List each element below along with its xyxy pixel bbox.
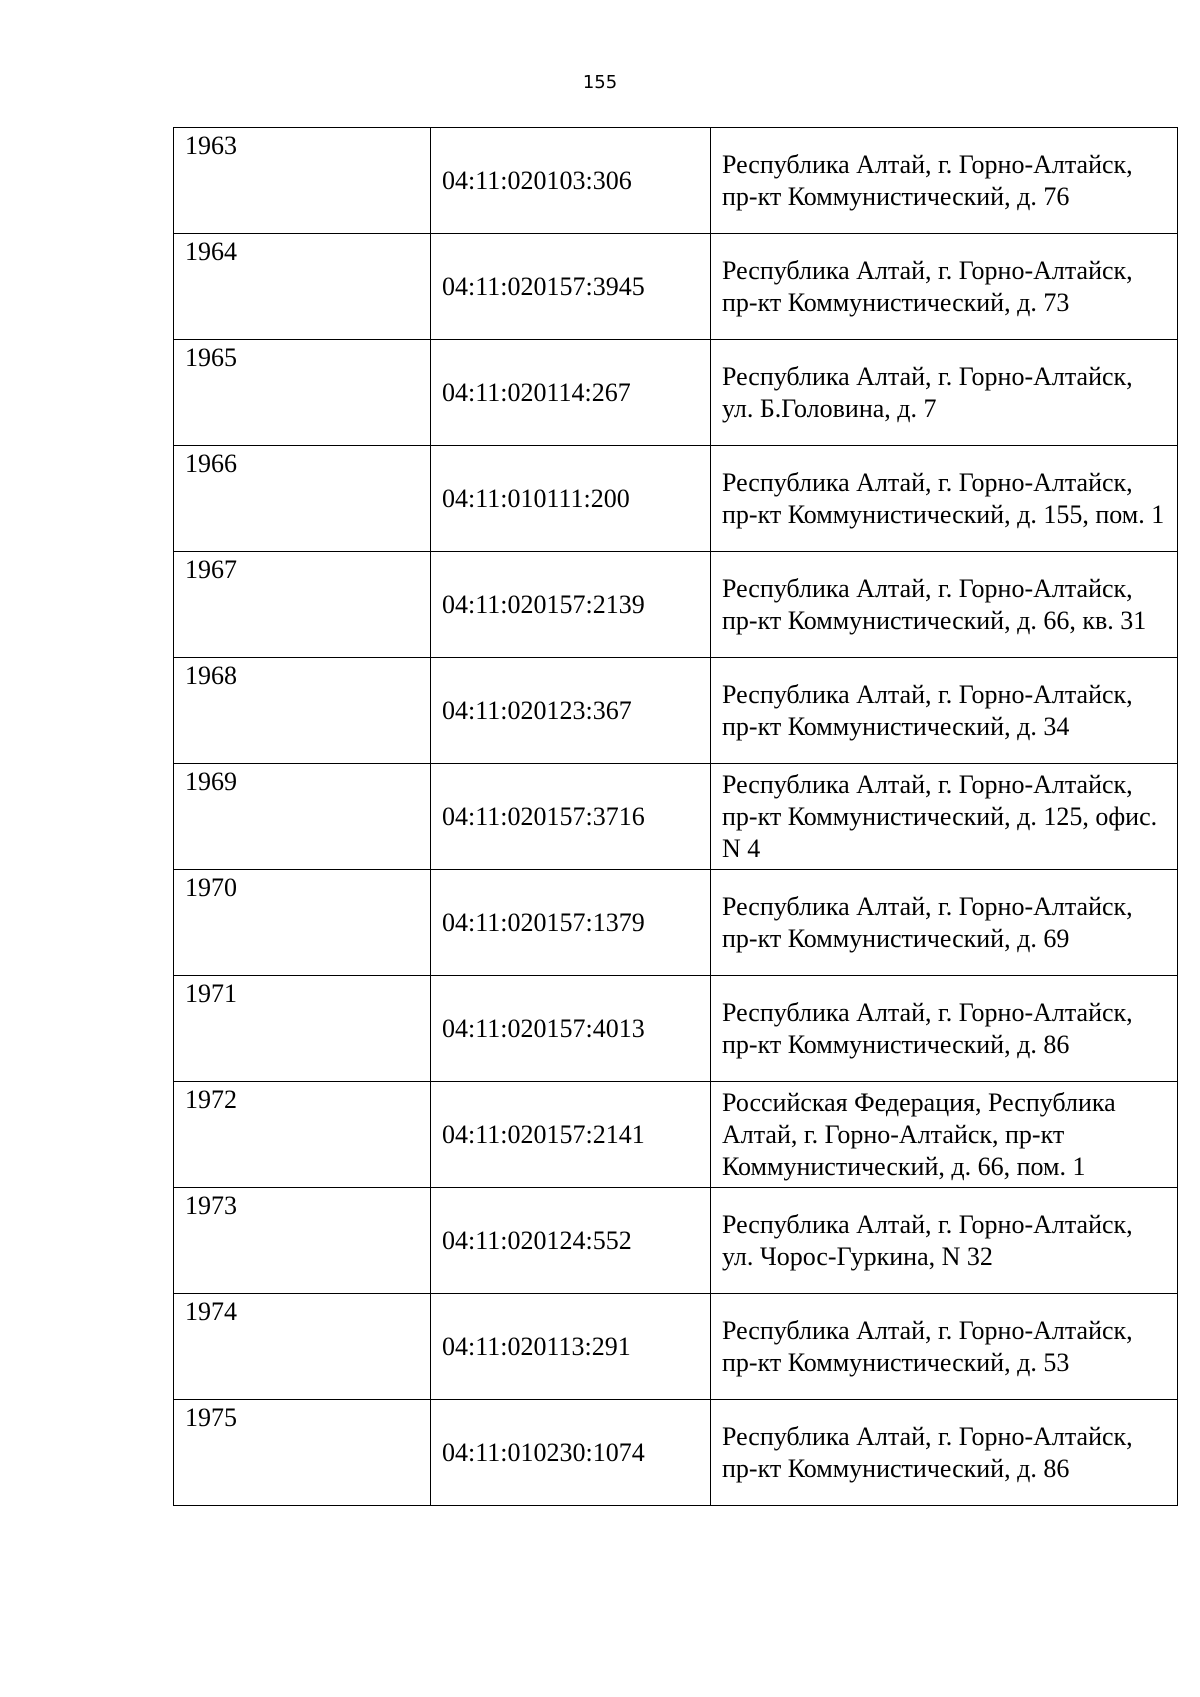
- property-address: Республика Алтай, г. Горно-Алтайск, пр-кт Коммунистический, д. 86: [711, 976, 1178, 1082]
- row-number: 1972: [174, 1082, 431, 1188]
- table-row: [174, 1188, 1178, 1294]
- table-row: [174, 1294, 1178, 1400]
- property-address: Республика Алтай, г. Горно-Алтайск, ул. Б.Головина, д. 7: [711, 340, 1178, 446]
- row-number: 1974: [174, 1294, 431, 1400]
- property-address: Республика Алтай, г. Горно-Алтайск, пр-кт Коммунистический, д. 69: [711, 870, 1178, 976]
- row-number: 1963: [174, 128, 431, 234]
- cadastral-number: 04:11:020157:2141: [431, 1082, 711, 1188]
- property-address: Республика Алтай, г. Горно-Алтайск, пр-кт Коммунистический, д. 86: [711, 1400, 1178, 1506]
- cadastral-number: 04:11:020124:552: [431, 1188, 711, 1294]
- cadastral-number: 04:11:010230:1074: [431, 1400, 711, 1506]
- property-registry-table: [173, 127, 1178, 1506]
- property-address: Республика Алтай, г. Горно-Алтайск, пр-кт Коммунистический, д. 66, кв. 31: [711, 552, 1178, 658]
- cadastral-number: 04:11:020157:4013: [431, 976, 711, 1082]
- cadastral-number: 04:11:020103:306: [431, 128, 711, 234]
- cadastral-number: 04:11:020114:267: [431, 340, 711, 446]
- table-row: [174, 870, 1178, 976]
- table-body: [174, 128, 1178, 1506]
- page-number: 155: [582, 72, 618, 93]
- property-address: Республика Алтай, г. Горно-Алтайск, ул. Чорос-Гуркина, N 32: [711, 1188, 1178, 1294]
- row-number: 1966: [174, 446, 431, 552]
- table-row: [174, 446, 1178, 552]
- property-address: Республика Алтай, г. Горно-Алтайск, пр-кт Коммунистический, д. 155, пом. 1: [711, 446, 1178, 552]
- cadastral-number: 04:11:020157:3716: [431, 764, 711, 870]
- row-number: 1967: [174, 552, 431, 658]
- cadastral-number: 04:11:020157:2139: [431, 552, 711, 658]
- table-row: [174, 340, 1178, 446]
- table-row: [174, 764, 1178, 870]
- property-address: Республика Алтай, г. Горно-Алтайск, пр-кт Коммунистический, д. 34: [711, 658, 1178, 764]
- row-number: 1964: [174, 234, 431, 340]
- table-row: [174, 552, 1178, 658]
- cadastral-number: 04:11:020123:367: [431, 658, 711, 764]
- property-address: Республика Алтай, г. Горно-Алтайск, пр-кт Коммунистический, д. 53: [711, 1294, 1178, 1400]
- row-number: 1969: [174, 764, 431, 870]
- table-row: [174, 234, 1178, 340]
- table-row: [174, 658, 1178, 764]
- cadastral-number: 04:11:020157:3945: [431, 234, 711, 340]
- row-number: 1975: [174, 1400, 431, 1506]
- row-number: 1968: [174, 658, 431, 764]
- property-address: Российская Федерация, Республика Алтай, г. Горно-Алтайск, пр-кт Коммунистический, д. 66, пом. 1: [711, 1082, 1178, 1188]
- table-row: [174, 1400, 1178, 1506]
- cadastral-number: 04:11:020157:1379: [431, 870, 711, 976]
- table-row: [174, 128, 1178, 234]
- property-address: Республика Алтай, г. Горно-Алтайск, пр-кт Коммунистический, д. 125, офис. N 4: [711, 764, 1178, 870]
- row-number: 1973: [174, 1188, 431, 1294]
- row-number: 1971: [174, 976, 431, 1082]
- table-row: [174, 1082, 1178, 1188]
- cadastral-number: 04:11:010111:200: [431, 446, 711, 552]
- row-number: 1965: [174, 340, 431, 446]
- table-row: [174, 976, 1178, 1082]
- property-address: Республика Алтай, г. Горно-Алтайск, пр-кт Коммунистический, д. 73: [711, 234, 1178, 340]
- cadastral-number: 04:11:020113:291: [431, 1294, 711, 1400]
- property-address: Республика Алтай, г. Горно-Алтайск, пр-кт Коммунистический, д. 76: [711, 128, 1178, 234]
- row-number: 1970: [174, 870, 431, 976]
